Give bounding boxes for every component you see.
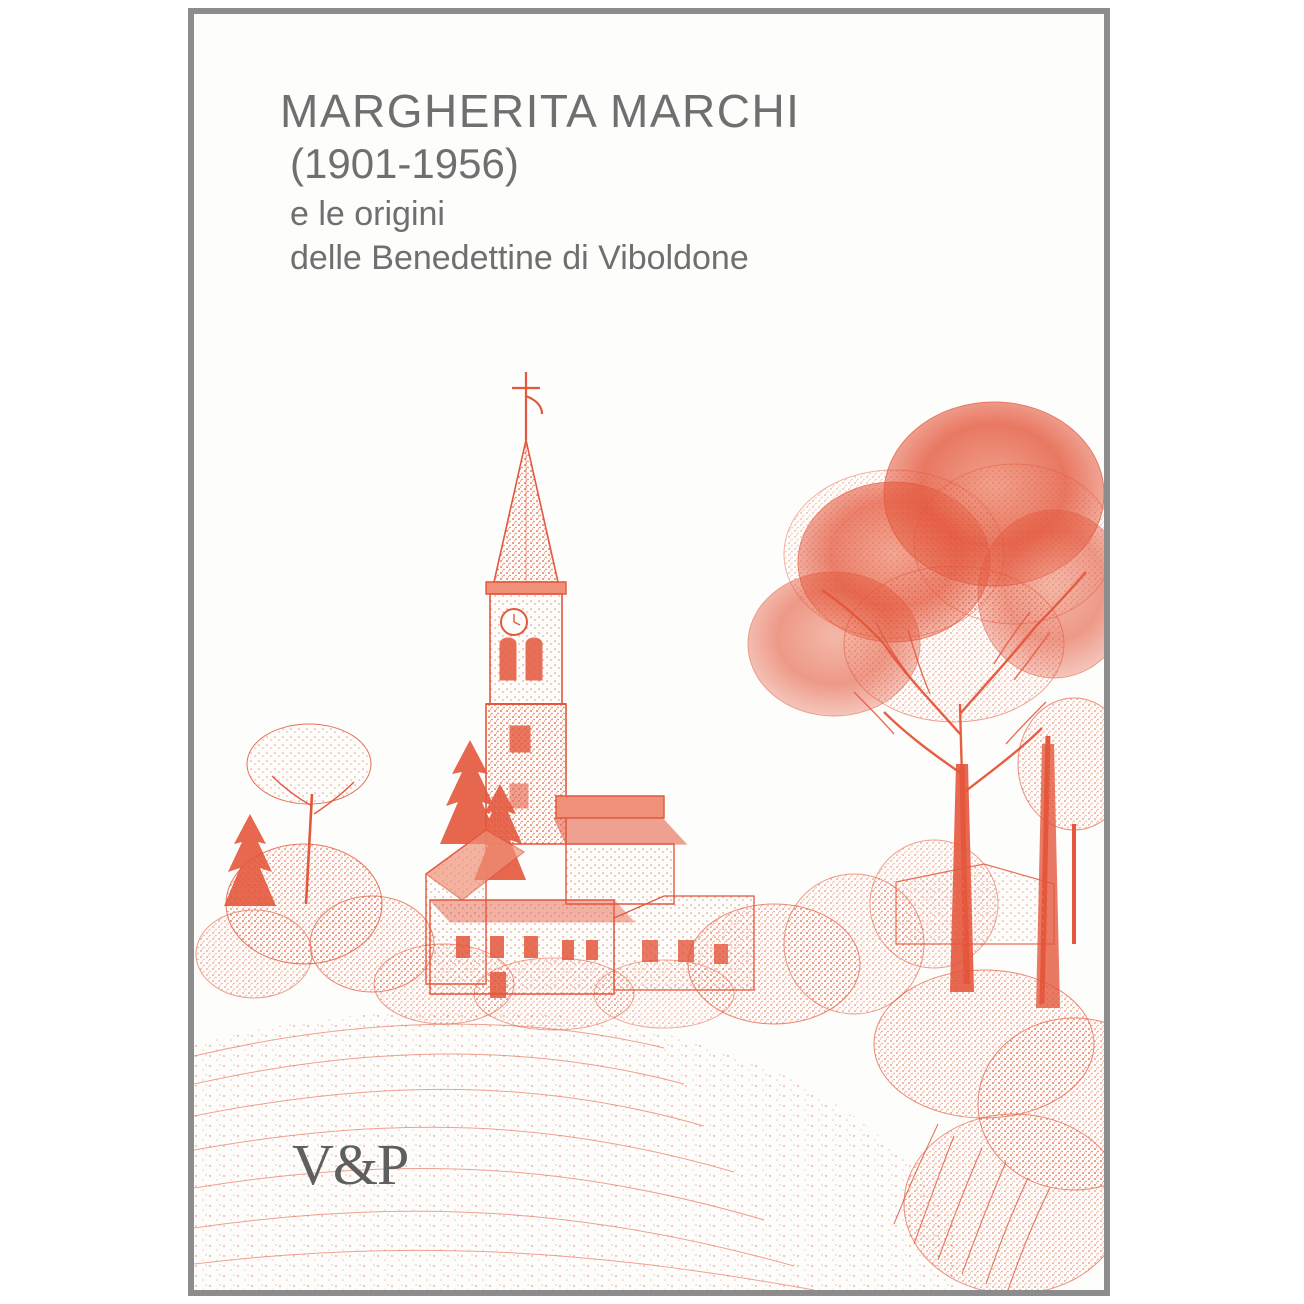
page-title: MARGHERITA MARCHI [280, 85, 801, 137]
title-block [280, 86, 1060, 280]
page-left-margin [0, 0, 188, 1304]
page-right-margin [1110, 0, 1304, 1304]
book-cover [194, 14, 1104, 1290]
title-subtitle-line-2: delle Benedettine di Viboldone [290, 239, 749, 277]
publisher-logo: V&P [292, 1132, 409, 1197]
book-cover-frame [188, 8, 1110, 1296]
title-dates: (1901-1956) [290, 139, 519, 187]
title-subtitle-line-1: e le origini [290, 194, 445, 233]
